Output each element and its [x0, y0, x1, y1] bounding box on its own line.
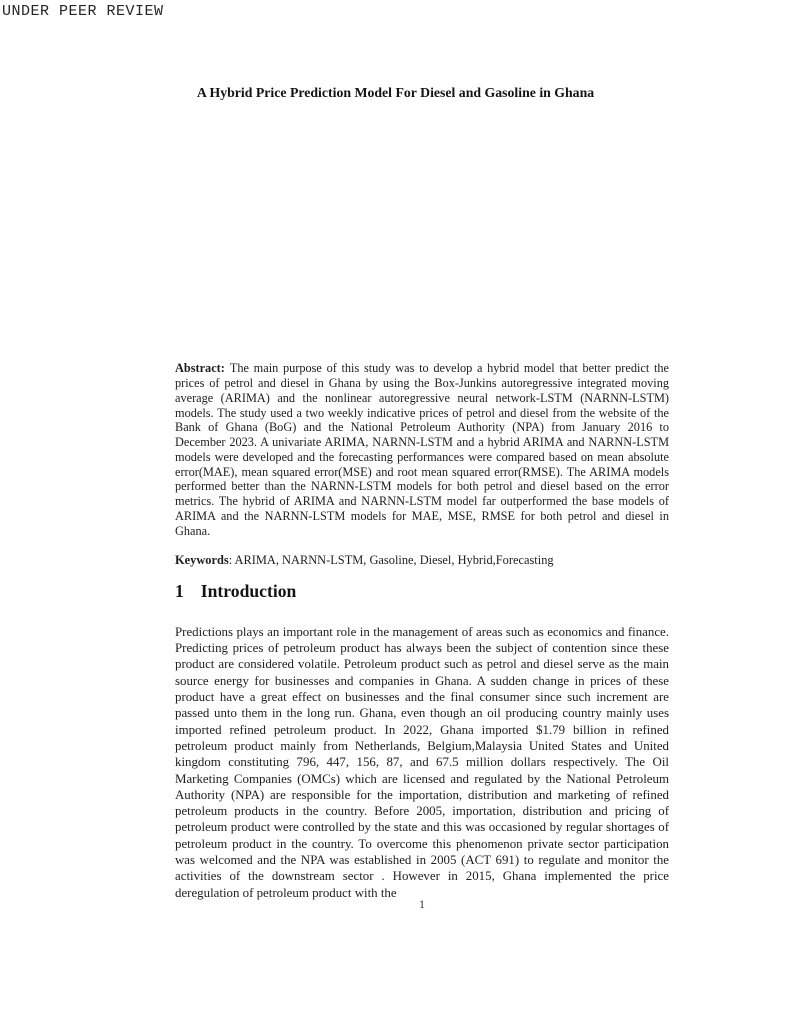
abstract-text: The main purpose of this study was to develop a hybrid model that better predict the prices of petrol and diesel in Ghana by using the Box-Junkins autoregressive integrated moving average (ARIMA) and the nonlinear autoregressive neural network-LSTM (NARNN-LSTM) models. The study used a two weekly indicative prices of petrol and diesel from the website of the Bank of Ghana (BoG) and the National Petroleum Authority (NPA) from January 2016 to December 2023. A univariate ARIMA, NARNN-LSTM and a hybrid ARIMA and NARNN-LSTM models were developed and the forecasting performances were compared based on mean absolute error(MAE), mean squared error(MSE) and root mean squared error(RMSE). The ARIMA models performed better than the NARNN-LSTM models for both petrol and diesel based on the error metrics. The hybrid of ARIMA and NARNN-LSTM model far outperformed the base models of ARIMA and the NARNN-LSTM models for MAE, MSE, RMSE for both petrol and diesel in Ghana.	[175, 361, 669, 538]
section-title: Introduction	[200, 580, 297, 601]
introduction-paragraph: Predictions plays an important role in the management of areas such as economics and finance. Predicting prices of petroleum product has always been the subject of contention since these product are considered volatile. Petroleum product such as petrol and diesel serve as the main source energy for businesses and companies in Ghana. A sudden change in prices of these product have a great effect on businesses and the final consumer since such increment are passed unto them in the long run. Ghana, even though an oil producing country mainly uses imported refined petroleum product. In 2022, Ghana imported $1.79 billion in refined petroleum product mainly from Netherlands, Belgium,Malaysia United States and United kingdom constituting 796, 447, 156, 87, and 67.5 million dollars respectively. The Oil Marketing Companies (OMCs) which are licensed and regulated by the National Petroleum Authority (NPA) are responsible for the importation, distribution and marketing of refined petroleum products in the country. Before 2005, importation, distribution and pricing of petroleum product were controlled by the state and this was occasioned by regular shortages of petroleum product in the country. To overcome this phenomenon private sector participation was welcomed and the NPA was established in 2005 (ACT 691) to regulate and monitor the activities of the downstream sector . However in 2015, Ghana implemented the price deregulation of petroleum product with the	[175, 624, 669, 900]
paper-title: A Hybrid Price Prediction Model For Diesel and Gasoline in Ghana	[196, 85, 595, 101]
keywords-text: : ARIMA, NARNN-LSTM, Gasoline, Diesel, Hybrid,Forecasting	[228, 553, 554, 568]
keywords-label: Keywords	[175, 553, 229, 568]
abstract-label: Abstract:	[175, 361, 225, 376]
section-heading-introduction	[175, 581, 669, 602]
page-number: 1	[419, 897, 425, 911]
peer-review-watermark: UNDER PEER REVIEW	[2, 3, 164, 20]
keywords-line	[175, 553, 669, 568]
section-number: 1	[175, 580, 184, 601]
abstract-paragraph	[175, 361, 669, 538]
